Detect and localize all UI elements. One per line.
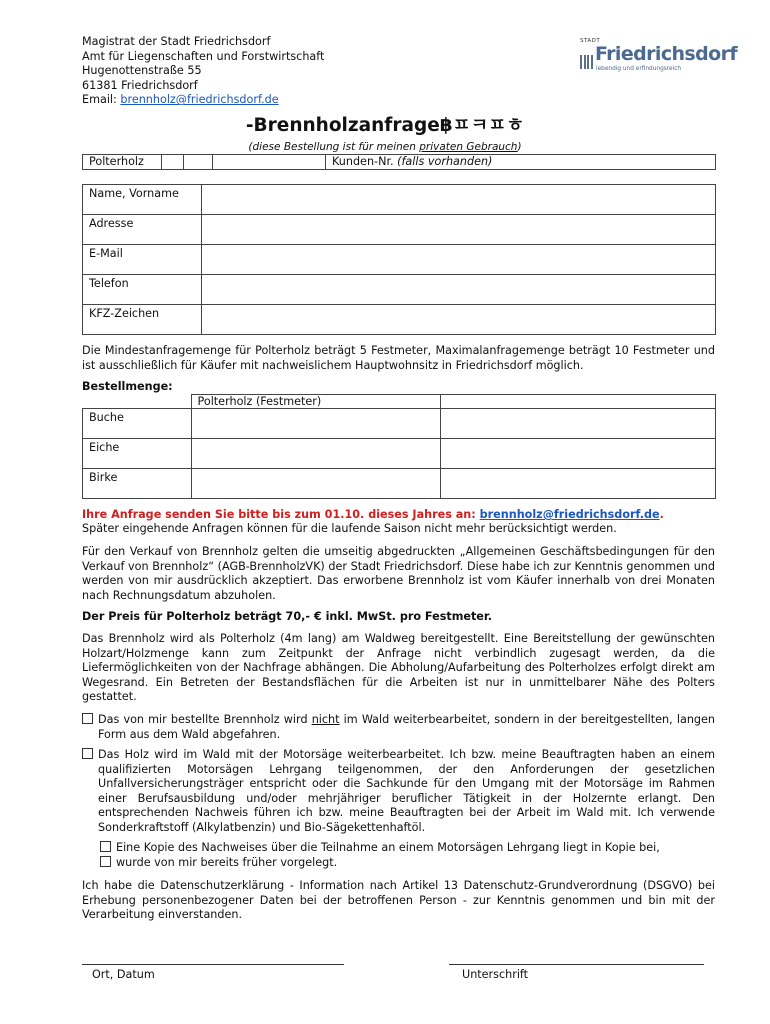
name-input[interactable] [202, 185, 716, 215]
late-requests-note: Später eingehende Anfragen können für die laufende Saison nicht mehr berücksichtigt werden. [82, 522, 617, 535]
sub-option-copy-attached: Eine Kopie des Nachweises über die Teilnahme an einem Motorsägen Lehrgang liegt in Kopie bei, [100, 841, 660, 856]
signature-line[interactable] [449, 964, 704, 965]
place-date-label: Ort, Datum [92, 968, 155, 981]
email-label: E-Mail [83, 245, 202, 275]
copy-attached-checkbox[interactable] [100, 841, 111, 852]
license-plate-label: KFZ-Zeichen [83, 305, 202, 335]
deadline-email-link[interactable]: brennholz@friedrichsdorf.de [479, 508, 660, 521]
deadline-text: Ihre Anfrage senden Sie bitte bis zum 01.10. dieses Jahres an: brennholz@friedrichsdorf.de. [82, 508, 664, 521]
address-input[interactable] [202, 215, 716, 245]
wood-buche-label: Buche [83, 409, 192, 439]
buche-quantity-input[interactable] [191, 409, 440, 439]
page-subtitle: (diese Bestellung ist für meinen privaten Gebrauch) [248, 141, 522, 153]
option-no-processing: Das von mir bestellte Brennholz wird nicht im Wald weiterbearbeitet, sondern in der bereitgestellten, langen Form aus dem Wald abgefahren. [82, 713, 715, 742]
option-no-processing-checkbox[interactable] [82, 713, 93, 724]
wood-birke-label: Birke [83, 469, 192, 499]
address-line-city: 61381 Friedrichsdorf [82, 78, 198, 92]
order-quantity-table [82, 394, 716, 499]
eiche-extra-input[interactable] [440, 439, 716, 469]
address-line-department: Amt für Liegenschaften und Forstwirtschaft [82, 49, 325, 63]
header-email-link[interactable]: brennholz@friedrichsdorf.de [120, 93, 279, 107]
buche-extra-input[interactable] [440, 409, 716, 439]
minimum-order-text: Die Mindestanfragemenge für Polterholz beträgt 5 Festmeter, Maximalanfragemenge beträgt 10 Festmeter und ist ausschließlich für Käufer mit nachweislichem Hauptwohnsitz in Friedrichsdorf möglich. [82, 344, 715, 372]
terms-text: Für den Verkauf von Brennholz gelten die umseitig abgedruckten „Allgemeinen Geschäftsbedingungen für den Verkauf von Brennholz“ (AGB-BrennholzVK) der Stadt Friedrichsdorf. Diese habe ich zur Kenntnis genommen und werden von mir ausdrücklich akzeptiert. Das erworbene Brennholz ist vom Käufer innerhalb von drei Monaten nach Rechnungsdatum abzuholen. [82, 545, 715, 602]
delivery-text: Das Brennholz wird als Polterholz (4m lang) am Waldweg bereitgestellt. Eine Bereitstellung der gewünschten Holzart/Holzmenge kann zum Zeitpunkt der Anfrage nicht verbindlich zugesagt werden, da die Liefermöglichkeiten von der Nachfrage abhängen. Die Abholung/Aufarbeitung des Polterholzes erfolgt direkt am Wegesrand. Ein Betreten der Bestandsflächen für die Arbeiten ist nur in unmittelbarer Nähe des Polters gestattet. [82, 632, 715, 704]
address-line-office: Magistrat der Stadt Friedrichsdorf [82, 35, 271, 48]
wood-type-header-empty [83, 395, 192, 409]
extra-column-header [440, 395, 716, 409]
eiche-quantity-input[interactable] [191, 439, 440, 469]
empty-cell-2[interactable] [213, 155, 326, 170]
polterholz-column-header: Polterholz (Festmeter) [191, 395, 440, 409]
place-date-line[interactable] [82, 964, 344, 965]
city-logo [580, 38, 738, 78]
contact-table [82, 184, 716, 335]
previously-submitted-checkbox[interactable] [100, 856, 111, 867]
phone-input[interactable] [202, 275, 716, 305]
sub-option-previously-submitted: wurde von mir bereits früher vorgelegt. [100, 856, 337, 871]
license-plate-input[interactable] [202, 305, 716, 335]
birke-extra-input[interactable] [440, 469, 716, 499]
address-line-email: Email: brennholz@friedrichsdorf.de [82, 93, 279, 107]
wood-eiche-label: Eiche [83, 439, 192, 469]
option-chainsaw-checkbox[interactable] [82, 748, 93, 759]
empty-cell-1[interactable] [184, 155, 213, 170]
option-chainsaw-processing: Das Holz wird im Wald mit der Motorsäge weiterbearbeitet. Ich bzw. meine Beauftragten haben an einem qualifizierten Motorsägen Lehrgang teilgenommen, der den Anforderungen der gesetzlichen Unfallversicherungsträger entspricht oder die Sachkunde für den Umgang mit der Motorsäge im Rahmen einer Berufsausbildung und/oder mehrjähriger beruflicher Tätigkeit in der Holzernte erlangt. Den entsprechenden Nachweis führen ich bzw. meine Beauftragten bei der Arbeit im Wald mit. Ich verwende Sonderkraftstoff (Alkylatbenzin) und Bio-Sägekettenhaftöl. [82, 748, 715, 836]
page-title: -Brennholzanfrage฿ㅍㅋㅍㅎ [245, 115, 525, 136]
birke-quantity-input[interactable] [191, 469, 440, 499]
sender-address [82, 35, 324, 108]
customer-number-field[interactable]: Kunden-Nr. (falls vorhanden) [326, 155, 716, 170]
address-label: Adresse [83, 215, 202, 245]
logo-city-name: Friedrichsdorf [595, 43, 738, 65]
polterholz-checkbox-cell[interactable] [162, 155, 184, 170]
privacy-consent-text: Ich habe die Datenschutzerklärung - Information nach Artikel 13 Datenschutz-Grundverordnung (DSGVO) bei Erhebung personenbezogener Daten bei der betroffenen Person - zur Kenntnis genommen und bin mit der Verarbeitung einverstanden. [82, 879, 715, 922]
logo-stadt-text: STADT [580, 38, 601, 44]
signature-label: Unterschrift [462, 968, 529, 981]
logo-tagline: lebendig und erfindungsreich [596, 66, 682, 72]
phone-label: Telefon [83, 275, 202, 305]
email-input[interactable] [202, 245, 716, 275]
order-quantity-heading: Bestellmenge: [82, 380, 173, 393]
polterholz-label: Polterholz [83, 155, 162, 170]
logo-bars-icon [580, 55, 593, 69]
name-label: Name, Vorname [83, 185, 202, 215]
type-customer-table [82, 154, 716, 170]
address-line-street: Hugenottenstraße 55 [82, 64, 202, 78]
price-text: Der Preis für Polterholz beträgt 70,- € inkl. MwSt. pro Festmeter. [82, 610, 493, 623]
